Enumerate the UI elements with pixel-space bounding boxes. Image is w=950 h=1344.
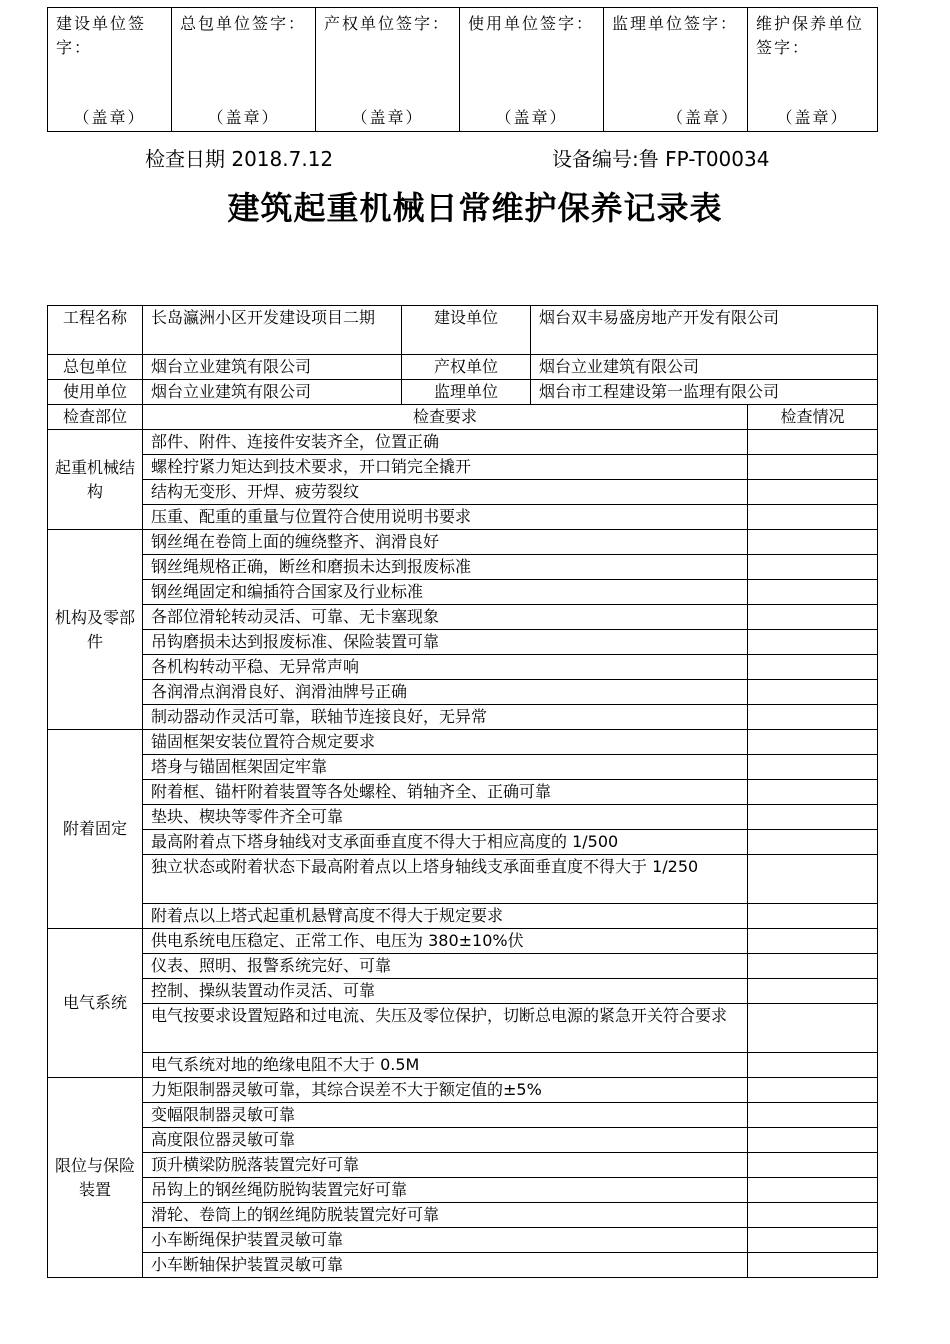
section-name: 电气系统 — [48, 929, 143, 1078]
status-cell[interactable] — [748, 1103, 878, 1128]
status-cell[interactable] — [748, 780, 878, 805]
table-row — [48, 830, 878, 855]
project-value: 长岛瀛洲小区开发建设项目二期 — [143, 306, 402, 355]
table-row — [48, 1004, 878, 1053]
table-row — [48, 1253, 878, 1278]
requirement-cell: 独立状态或附着状态下最高附着点以上塔身轴线支承面垂直度不得大于 1/250 — [143, 855, 748, 904]
section-name: 机构及零部件 — [48, 530, 143, 730]
table-row — [48, 630, 878, 655]
table-row — [48, 1153, 878, 1178]
table-row — [48, 855, 878, 904]
requirement-cell: 垫块、楔块等零件齐全可靠 — [143, 805, 748, 830]
equipment-number — [552, 143, 769, 172]
signature-label: 监理单位签字： — [612, 14, 739, 33]
requirement-cell: 吊钩磨损未达到报废标准、保险装置可靠 — [143, 630, 748, 655]
signature-label: 总包单位签字： — [180, 14, 307, 33]
table-row — [48, 1178, 878, 1203]
signature-label: 维护保养单位签字： — [756, 14, 865, 57]
user-label: 使用单位 — [48, 380, 143, 405]
seal-label: （盖章） — [776, 108, 849, 127]
table-row — [48, 979, 878, 1004]
requirement-cell: 各部位滑轮转动灵活、可靠、无卡塞现象 — [143, 605, 748, 630]
requirement-cell: 力矩限制器灵敏可靠，其综合误差不大于额定值的±5% — [143, 1078, 748, 1103]
requirement-cell: 小车断绳保护装置灵敏可靠 — [143, 1228, 748, 1253]
requirement-cell: 最高附着点下塔身轴线对支承面垂直度不得大于相应高度的 1/500 — [143, 830, 748, 855]
status-cell[interactable] — [748, 605, 878, 630]
general-value: 烟台立业建筑有限公司 — [143, 355, 402, 380]
signature-cell-general — [172, 8, 316, 132]
status-cell[interactable] — [748, 1128, 878, 1153]
signature-label: 产权单位签字： — [324, 14, 451, 33]
table-row — [48, 605, 878, 630]
requirement-cell: 制动器动作灵活可靠，联轴节连接良好，无异常 — [143, 705, 748, 730]
status-cell[interactable] — [748, 655, 878, 680]
table-row — [48, 1053, 878, 1078]
date-label: 检查日期 — [145, 147, 225, 171]
signature-cell-builder — [48, 8, 172, 132]
requirement-cell: 控制、操纵装置动作灵活、可靠 — [143, 979, 748, 1004]
requirement-cell: 变幅限制器灵敏可靠 — [143, 1103, 748, 1128]
owner-label: 产权单位 — [402, 355, 531, 380]
status-cell[interactable] — [748, 929, 878, 954]
table-row — [48, 480, 878, 505]
table-row — [48, 1203, 878, 1228]
requirement-cell: 电气系统对地的绝缘电阻不大于 0.5M — [143, 1053, 748, 1078]
builder-label: 建设单位 — [402, 306, 531, 355]
table-row — [48, 455, 878, 480]
requirement-cell: 压重、配重的重量与位置符合使用说明书要求 — [143, 505, 748, 530]
inspection-date — [145, 143, 333, 172]
table-row — [48, 755, 878, 780]
supervisor-value: 烟台市工程建设第一监理有限公司 — [531, 380, 878, 405]
section-name: 附着固定 — [48, 730, 143, 929]
seal-label: （盖章） — [73, 108, 146, 127]
table-row — [48, 505, 878, 530]
signature-label: 使用单位签字： — [468, 14, 595, 33]
user-value: 烟台立业建筑有限公司 — [143, 380, 402, 405]
table-row — [48, 680, 878, 705]
status-header: 检查情况 — [748, 405, 878, 430]
table-row — [48, 1078, 878, 1103]
table-row — [48, 730, 878, 755]
signature-cell-owner — [316, 8, 460, 132]
requirement-cell: 吊钩上的钢丝绳防脱钩装置完好可靠 — [143, 1178, 748, 1203]
signature-cell-user — [460, 8, 604, 132]
info-row — [48, 355, 878, 380]
status-cell[interactable] — [748, 954, 878, 979]
table-row — [48, 805, 878, 830]
status-cell[interactable] — [748, 480, 878, 505]
page-title: 建筑起重机械日常维护保养记录表 — [227, 189, 723, 227]
status-cell[interactable] — [748, 1004, 878, 1053]
status-cell[interactable] — [748, 1053, 878, 1078]
equipment-value: :鲁 FP-T00034 — [632, 147, 770, 171]
date-value: 2018.7.12 — [231, 147, 334, 171]
table-row — [48, 580, 878, 605]
table-row — [48, 705, 878, 730]
signature-table — [47, 7, 878, 132]
status-cell[interactable] — [748, 1228, 878, 1253]
project-label: 工程名称 — [48, 306, 143, 355]
supervisor-label: 监理单位 — [402, 380, 531, 405]
seal-label: （盖章） — [666, 108, 739, 127]
requirement-header: 检查要求 — [143, 405, 748, 430]
requirement-cell: 部件、附件、连接件安装齐全，位置正确 — [143, 430, 748, 455]
info-row — [48, 306, 878, 355]
status-cell[interactable] — [748, 855, 878, 904]
requirement-cell: 附着框、锚杆附着装置等各处螺栓、销轴齐全、正确可靠 — [143, 780, 748, 805]
table-row — [48, 929, 878, 954]
status-cell[interactable] — [748, 680, 878, 705]
status-cell[interactable] — [748, 979, 878, 1004]
status-cell[interactable] — [748, 1203, 878, 1228]
section-name: 限位与保险装置 — [48, 1078, 143, 1278]
status-cell[interactable] — [748, 455, 878, 480]
status-cell[interactable] — [748, 555, 878, 580]
status-cell[interactable] — [748, 580, 878, 605]
part-header: 检查部位 — [48, 405, 143, 430]
table-row — [48, 430, 878, 455]
table-row — [48, 1103, 878, 1128]
builder-value: 烟台双丰易盛房地产开发有限公司 — [531, 306, 878, 355]
table-row — [48, 530, 878, 555]
signature-cell-supervisor — [604, 8, 748, 132]
requirement-cell: 结构无变形、开焊、疲劳裂纹 — [143, 480, 748, 505]
info-row — [48, 380, 878, 405]
requirement-cell: 各润滑点润滑良好、润滑油牌号正确 — [143, 680, 748, 705]
requirement-cell: 各机构转动平稳、无异常声响 — [143, 655, 748, 680]
requirement-cell: 供电系统电压稳定、正常工作、电压为 380±10%伏 — [143, 929, 748, 954]
inspection-table — [47, 305, 878, 1278]
owner-value: 烟台立业建筑有限公司 — [531, 355, 878, 380]
status-cell[interactable] — [748, 1153, 878, 1178]
status-cell[interactable] — [748, 1078, 878, 1103]
status-cell[interactable] — [748, 805, 878, 830]
table-row — [48, 954, 878, 979]
requirement-cell: 滑轮、卷筒上的钢丝绳防脱装置完好可靠 — [143, 1203, 748, 1228]
seal-label: （盖章） — [351, 108, 424, 127]
seal-label: （盖章） — [207, 108, 280, 127]
requirement-cell: 附着点以上塔式起重机悬臂高度不得大于规定要求 — [143, 904, 748, 929]
requirement-cell: 钢丝绳在卷筒上面的缠绕整齐、润滑良好 — [143, 530, 748, 555]
requirement-cell: 仪表、照明、报警系统完好、可靠 — [143, 954, 748, 979]
requirement-cell: 小车断轴保护装置灵敏可靠 — [143, 1253, 748, 1278]
table-row — [48, 780, 878, 805]
requirement-cell: 顶升横梁防脱落装置完好可靠 — [143, 1153, 748, 1178]
requirement-cell: 锚固框架安装位置符合规定要求 — [143, 730, 748, 755]
status-cell[interactable] — [748, 430, 878, 455]
table-row — [48, 655, 878, 680]
status-cell[interactable] — [748, 705, 878, 730]
requirement-cell: 钢丝绳规格正确，断丝和磨损未达到报废标准 — [143, 555, 748, 580]
header-row — [48, 405, 878, 430]
status-cell[interactable] — [748, 630, 878, 655]
status-cell[interactable] — [748, 755, 878, 780]
table-row — [48, 904, 878, 929]
general-label: 总包单位 — [48, 355, 143, 380]
signature-cell-maintenance — [748, 8, 878, 132]
table-row — [48, 555, 878, 580]
status-cell[interactable] — [748, 730, 878, 755]
table-row — [48, 1128, 878, 1153]
status-cell[interactable] — [748, 530, 878, 555]
section-name: 起重机械结构 — [48, 430, 143, 530]
requirement-cell: 塔身与锚固框架固定牢靠 — [143, 755, 748, 780]
equipment-label: 设备编号 — [552, 147, 632, 171]
table-row — [48, 1228, 878, 1253]
seal-label: （盖章） — [495, 108, 568, 127]
status-cell[interactable] — [748, 1253, 878, 1278]
requirement-cell: 钢丝绳固定和编插符合国家及行业标准 — [143, 580, 748, 605]
requirement-cell: 高度限位器灵敏可靠 — [143, 1128, 748, 1153]
status-cell[interactable] — [748, 904, 878, 929]
requirement-cell: 螺栓拧紧力矩达到技术要求，开口销完全撬开 — [143, 455, 748, 480]
status-cell[interactable] — [748, 830, 878, 855]
signature-label: 建设单位签字： — [56, 14, 147, 57]
requirement-cell: 电气按要求设置短路和过电流、失压及零位保护，切断总电源的紧急开关符合要求 — [143, 1004, 748, 1053]
status-cell[interactable] — [748, 1178, 878, 1203]
status-cell[interactable] — [748, 505, 878, 530]
